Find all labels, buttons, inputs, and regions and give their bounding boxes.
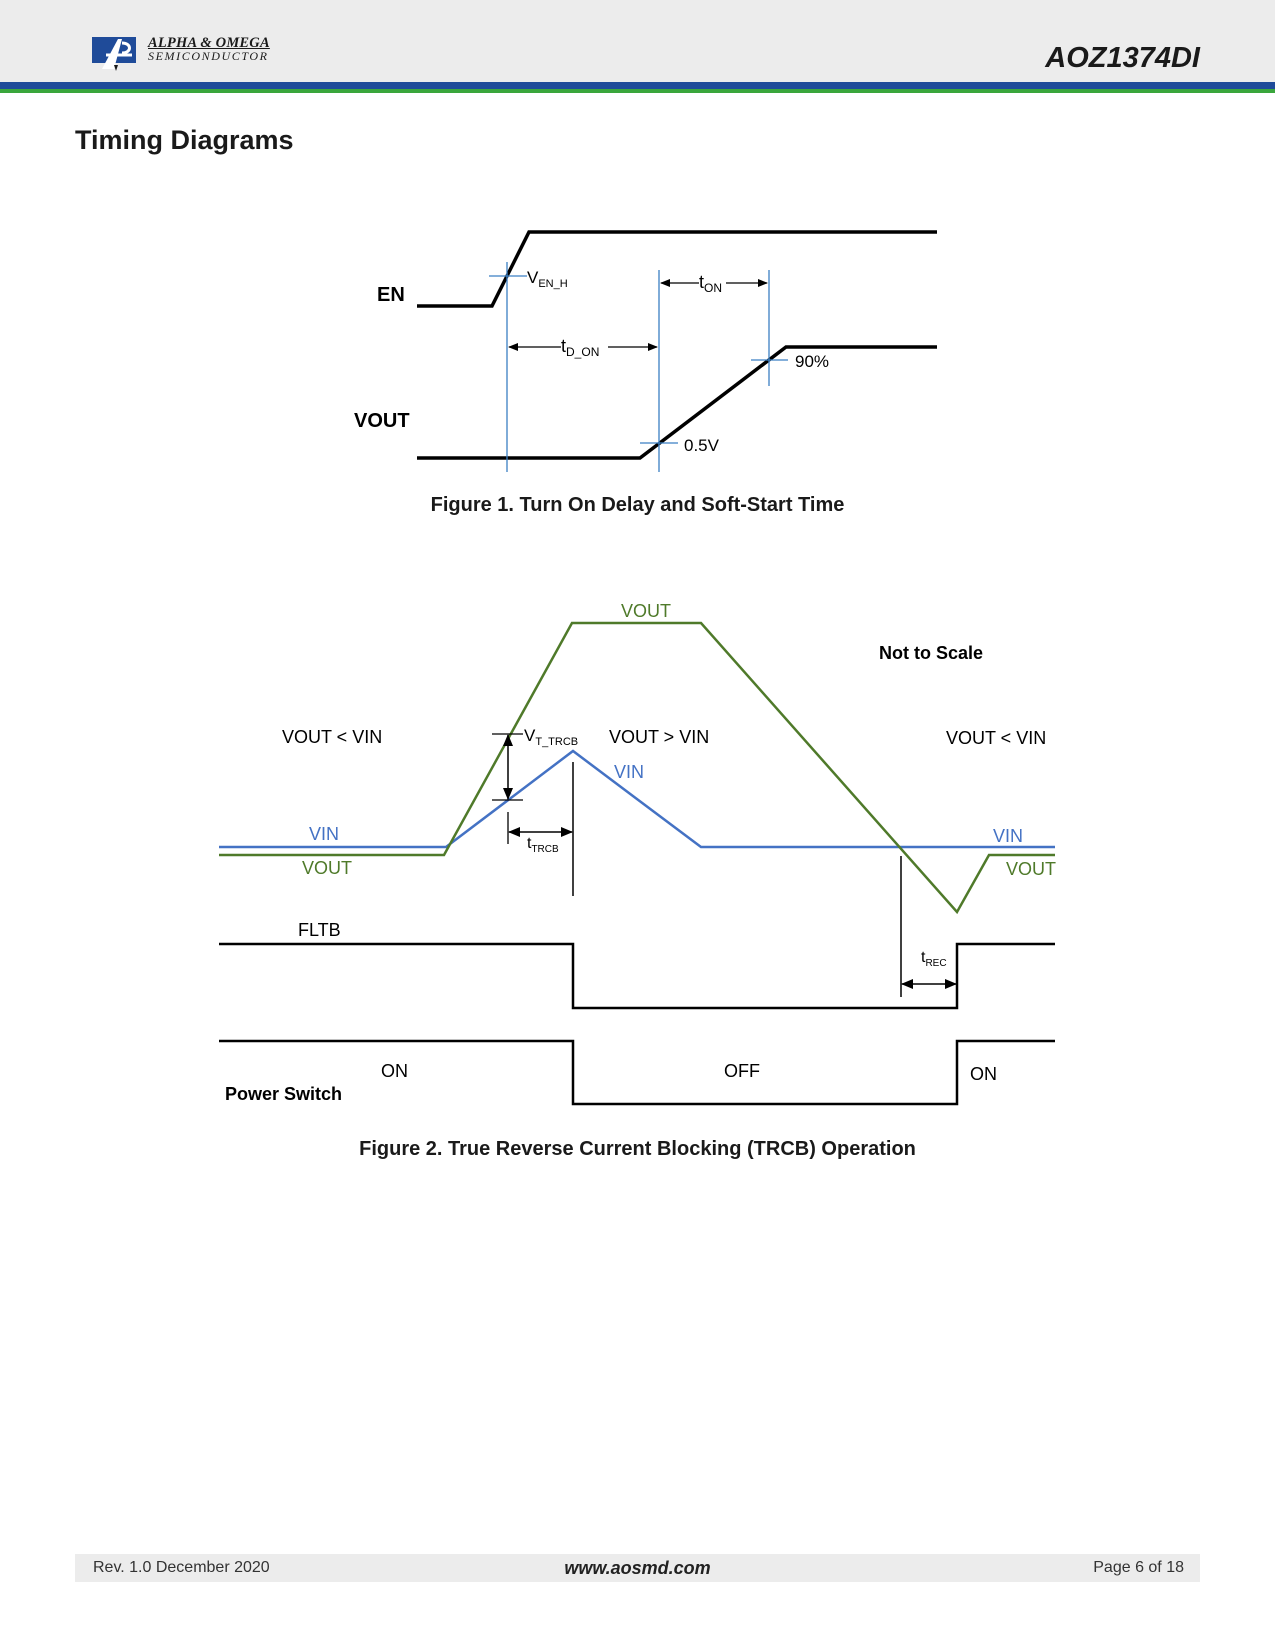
vout-lt-vin-right-label: VOUT < VIN xyxy=(946,728,1047,748)
footer-website-link[interactable]: www.aosmd.com xyxy=(564,1558,711,1578)
ton-label: $t_{ON}$ xyxy=(699,272,723,295)
ttrcb-label: $t_{TRCB}$ xyxy=(527,835,559,855)
on-right-label: ON xyxy=(970,1064,997,1084)
figure2-caption: Figure 2. True Reverse Current Blocking (TRCB) Operation xyxy=(359,1138,916,1160)
part-number: AOZ1374DI xyxy=(1045,42,1200,74)
vin-right-label: VIN xyxy=(993,826,1024,846)
power-switch-label: Power Switch xyxy=(225,1084,343,1104)
vin-left-label: VIN xyxy=(309,824,340,844)
vout-left-label: VOUT xyxy=(302,858,353,878)
fltb-label: FLTB xyxy=(298,920,341,940)
footer-revision: Rev. 1.0 December 2020 xyxy=(93,1559,270,1576)
trec-label: $t_{REC}$ xyxy=(921,949,947,969)
fltb-waveform xyxy=(219,944,1055,1008)
not-to-scale-label: Not to Scale xyxy=(879,643,984,663)
vout-label: VOUT xyxy=(354,410,410,432)
figure1-caption: Figure 1. Turn On Delay and Soft-Start Time xyxy=(430,494,845,516)
vout-right-label: VOUT xyxy=(1006,859,1057,879)
logo-text-line2: SEMICONDUCTOR xyxy=(148,49,269,63)
ven-h-label: $V_{EN\_H}$ xyxy=(527,268,568,290)
td-on-label: $t_{D\_ON}$ xyxy=(561,336,600,359)
on-left-label: ON xyxy=(381,1061,408,1081)
v05-label: 0.5V xyxy=(684,436,719,455)
vout-top-label: VOUT xyxy=(621,601,672,621)
vin-mid-label: VIN xyxy=(614,762,645,782)
pct90-label: 90% xyxy=(795,352,830,371)
vt-trcb-label: $V_{T\_TRCB}$ xyxy=(524,726,579,748)
page-footer xyxy=(75,1554,1200,1582)
vout-lt-vin-left-label: VOUT < VIN xyxy=(282,727,383,747)
power-switch-waveform xyxy=(219,1041,1055,1104)
logo-text-line1: ALPHA & OMEGA xyxy=(148,35,270,51)
section-title: Timing Diagrams xyxy=(75,125,294,155)
en-label: EN xyxy=(377,284,405,306)
vout-gt-vin-label: VOUT > VIN xyxy=(609,727,710,747)
footer-page-number: Page 6 of 18 xyxy=(1093,1559,1184,1576)
off-mid-label: OFF xyxy=(724,1061,760,1081)
